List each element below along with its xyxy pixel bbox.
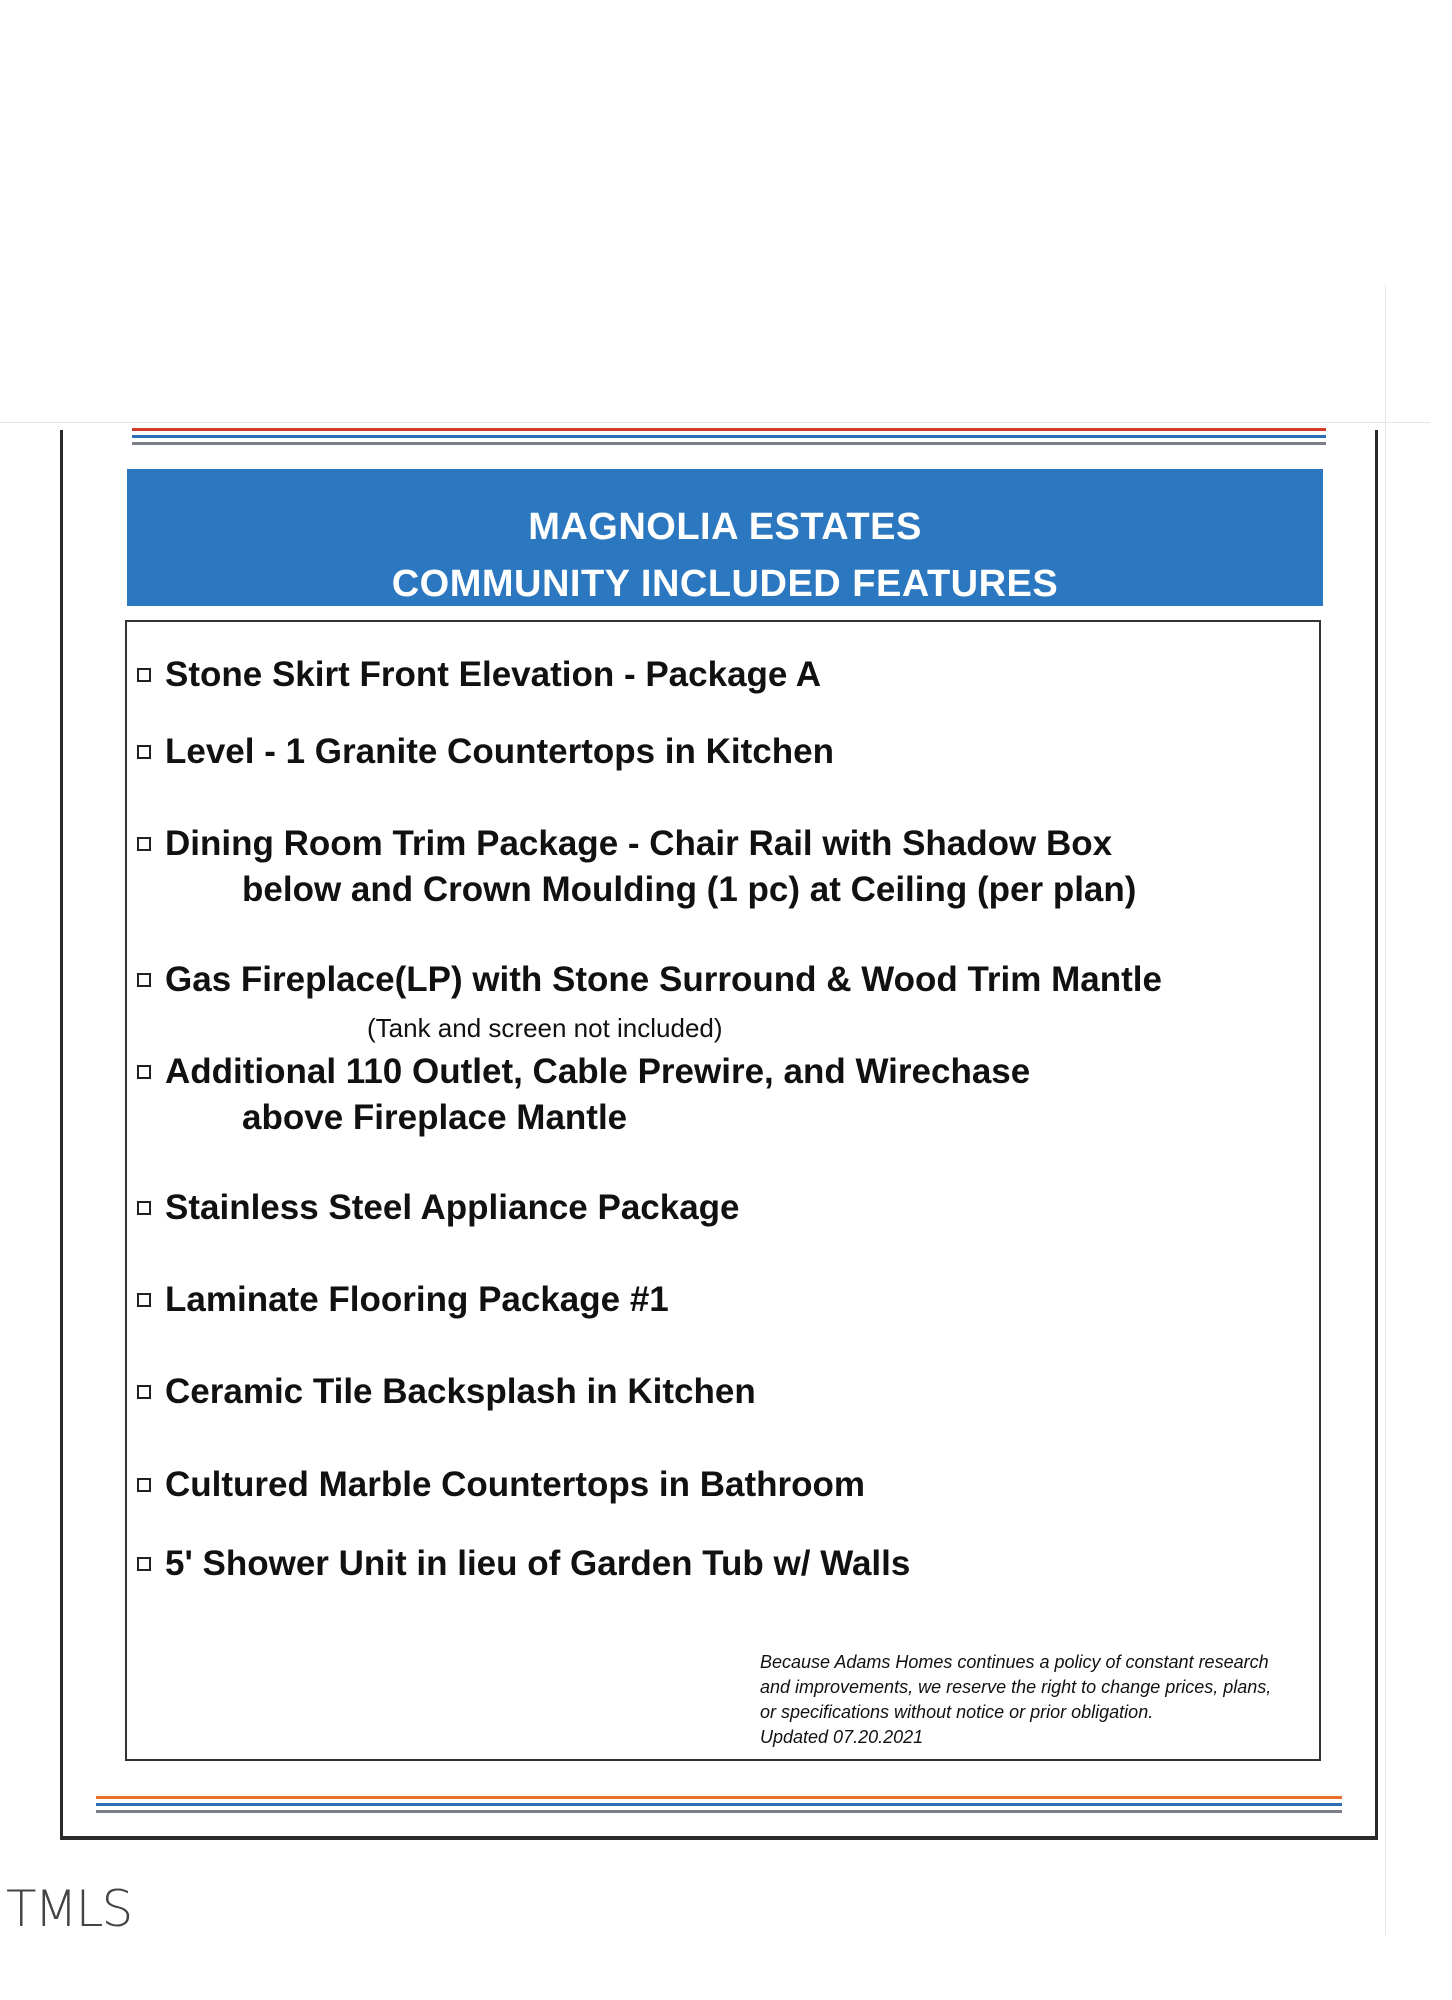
- feature-item: [137, 1049, 1030, 1141]
- checkbox-icon: [137, 745, 151, 759]
- disclaimer-updated-date: Updated 07.20.2021: [760, 1727, 924, 1747]
- checkbox-icon: [137, 1478, 151, 1492]
- bottom-stripes: [96, 1796, 1342, 1817]
- feature-item: [137, 1369, 756, 1415]
- feature-note: (Tank and screen not included): [367, 1013, 723, 1043]
- feature-item: [137, 1277, 669, 1323]
- features-box: [125, 620, 1321, 1761]
- feature-text: Stone Skirt Front Elevation - Package A: [165, 655, 822, 694]
- stripe-red: [132, 428, 1326, 431]
- stripe-orange: [96, 1796, 1342, 1799]
- feature-item: [137, 729, 834, 775]
- feature-text-continued: below and Crown Moulding (1 pc) at Ceiling (per plan): [242, 870, 1137, 909]
- stripe-blue: [96, 1803, 1342, 1806]
- checkbox-icon: [137, 1557, 151, 1571]
- title-banner: [127, 469, 1323, 606]
- checkbox-icon: [137, 837, 151, 851]
- feature-text: Level - 1 Granite Countertops in Kitchen: [165, 732, 834, 771]
- banner-title-line-1: MAGNOLIA ESTATES: [528, 506, 922, 548]
- disclaimer: [760, 1650, 1320, 1750]
- feature-text-continued: above Fireplace Mantle: [242, 1098, 628, 1137]
- checkbox-icon: [137, 1293, 151, 1307]
- feature-text: Additional 110 Outlet, Cable Prewire, and Wirechase: [165, 1052, 1031, 1091]
- feature-item: [137, 957, 1162, 1003]
- feature-text: Gas Fireplace(LP) with Stone Surround & Wood Trim Mantle: [165, 960, 1162, 999]
- feature-text: Stainless Steel Appliance Package: [165, 1188, 740, 1227]
- stripe-gray: [132, 442, 1326, 445]
- feature-text: Ceramic Tile Backsplash in Kitchen: [165, 1372, 756, 1411]
- feature-item: [137, 1462, 865, 1508]
- feature-item: [137, 821, 1136, 913]
- scan-line-top: [0, 422, 1430, 423]
- stripe-gray: [96, 1810, 1342, 1813]
- banner-title-line-2: COMMUNITY INCLUDED FEATURES: [391, 563, 1059, 605]
- checkbox-icon: [137, 1201, 151, 1215]
- disclaimer-line: and improvements, we reserve the right to change prices, plans,: [760, 1677, 1272, 1697]
- feature-text: 5' Shower Unit in lieu of Garden Tub w/ Walls: [165, 1544, 911, 1583]
- checkbox-icon: [137, 1065, 151, 1079]
- feature-text: Cultured Marble Countertops in Bathroom: [165, 1465, 865, 1504]
- checkbox-icon: [137, 973, 151, 987]
- stripe-blue: [132, 435, 1326, 438]
- disclaimer-line: Because Adams Homes continues a policy of constant research: [760, 1652, 1269, 1672]
- scan-line-right: [1385, 285, 1386, 1935]
- feature-item: [137, 1541, 910, 1587]
- checkbox-icon: [137, 1385, 151, 1399]
- top-stripes: [132, 428, 1326, 449]
- disclaimer-line: or specifications without notice or prior obligation.: [760, 1702, 1154, 1722]
- mls-watermark: TMLS: [6, 1880, 132, 1938]
- feature-item: [137, 1185, 740, 1231]
- feature-item: [137, 652, 821, 698]
- feature-text: Laminate Flooring Package #1: [165, 1280, 669, 1319]
- checkbox-icon: [137, 668, 151, 682]
- feature-text: Dining Room Trim Package - Chair Rail with Shadow Box: [165, 824, 1113, 863]
